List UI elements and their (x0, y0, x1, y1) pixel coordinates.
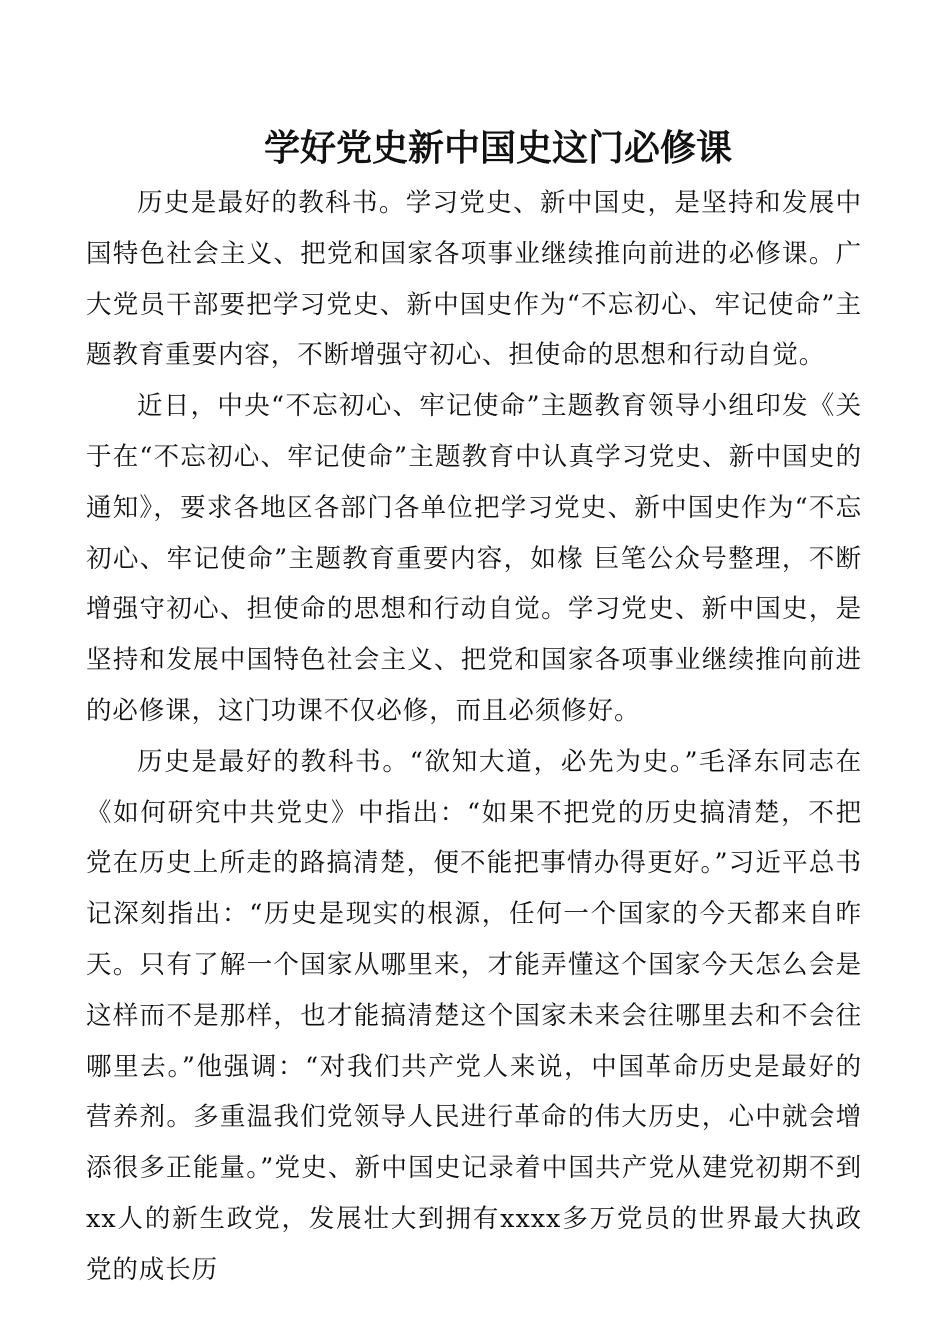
paragraph-3: 历史是最好的教科书。“欲知大道，必先为史。”毛泽东同志在《如何研究中共党史》中指出：“如果不把党的历史搞清楚，不把党在历史上所走的路搞清楚，便不能把事情办得更好。”习近平总书记深刻指出：“历史是现实的根源，任何一个国家的今天都来自昨天。只有了解一个国家从哪里来，才能弄懂这个国家今天怎么会是这样而不是那样，也才能搞清楚这个国家未来会往哪里去和不会往哪里去。”他强调：“对我们共产党人来说，中国革命历史是最好的营养剂。多重温我们党领导人民进行革命的伟大历史，心中就会增添很多正能量。”党史、新中国史记录着中国共产党从建党初期不到xx人的新生政党，发展壮大到拥有xxxx多万党员的世界最大执政党的成长历 (86, 746, 862, 1285)
document-page (86, 118, 862, 1296)
paragraph-1: 历史是最好的教科书。学习党史、新中国史，是坚持和发展中国特色社会主义、把党和国家各项事业继续推向前进的必修课。广大党员干部要把学习党史、新中国史作为“不忘初心、牢记使命”主题教育重要内容，不断增强守初心、担使命的思想和行动自觉。 (86, 188, 862, 371)
document-title: 学好党史新中国史这门必修课 (263, 127, 732, 169)
paragraph-2: 近日，中央“不忘初心、牢记使命”主题教育领导小组印发《关于在“不忘初心、牢记使命”主题教育中认真学习党史、新中国史的通知》，要求各地区各部门各单位把学习党史、新中国史作为“不忘初心、牢记使命”主题教育重要内容，如椽 巨笔公众号整理，不断增强守初心、担使命的思想和行动自觉。学习党史、新中国史，是坚持和发展中国特色社会主义、把党和国家各项事业继续推向前进的必修课，这门功课不仅必修，而且必须修好。 (86, 391, 862, 726)
